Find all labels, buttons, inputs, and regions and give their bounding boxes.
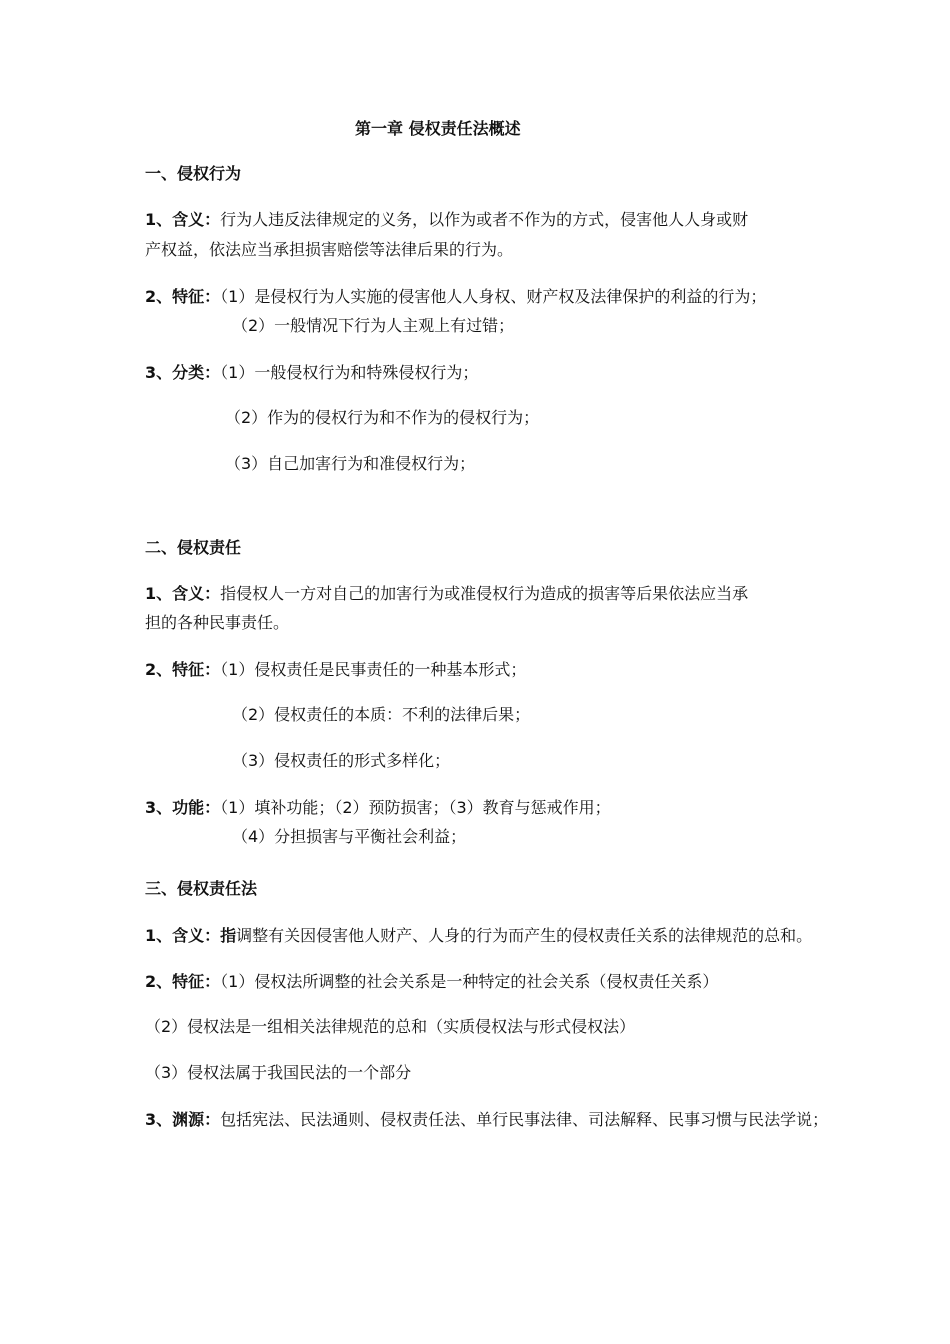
section2-meaning	[145, 583, 748, 605]
section1-class-item-1: （1）一般侵权行为和特殊侵权行为；	[220, 363, 479, 382]
section2-functions	[145, 797, 611, 819]
section3-features	[145, 971, 718, 993]
section3-sources-label: 3、渊源：	[145, 1110, 221, 1129]
section1-class-item-3: （3）自己加害行为和准侵权行为；	[225, 454, 476, 473]
section1-features-label: 2、特征：	[145, 287, 221, 306]
section1-meaning-text1: 行为人违反法律规定的义务，以作为或者不作为的方式，侵害他人人身或财	[220, 210, 749, 229]
section3-meaning-bold-lead: 指	[220, 926, 237, 945]
section1-classification-label: 3、分类：	[145, 363, 221, 382]
section1-meaning-label: 1、含义：	[145, 210, 221, 229]
section-heading-1: 一、侵权行为	[145, 164, 242, 183]
section1-classification	[145, 362, 478, 384]
section1-class-item-2: （2）作为的侵权行为和不作为的侵权行为；	[225, 408, 540, 427]
section2-feature-item-3: （3）侵权责任的形式多样化；	[232, 751, 451, 770]
section3-feature-item-1: （1）侵权法所调整的社会关系是一种特定的社会关系（侵权责任关系）	[220, 972, 719, 991]
section3-sources-text: 包括宪法、民法通则、侵权责任法、单行民事法律、司法解释、民事习惯与民法学说；	[220, 1110, 829, 1129]
section2-function-item-2: （4）分担损害与平衡社会利益；	[232, 827, 467, 846]
section2-meaning-text2: 担的各种民事责任。	[145, 613, 290, 632]
section1-feature-item-1: （1）是侵权行为人实施的侵害他人人身权、财产权及法律保护的利益的行为；	[220, 287, 767, 306]
section3-features-label: 2、特征：	[145, 972, 221, 991]
section3-feature-item-3: （3）侵权法属于我国民法的一个部分	[145, 1063, 412, 1082]
section2-functions-label: 3、功能：	[145, 798, 221, 817]
section2-features-label: 2、特征：	[145, 660, 221, 679]
section2-features	[145, 659, 526, 681]
section2-meaning-label: 1、含义：	[145, 584, 221, 603]
section1-feature-item-2: （2）一般情况下行为人主观上有过错；	[232, 316, 515, 335]
section2-feature-item-2: （2）侵权责任的本质：不利的法律后果；	[232, 705, 531, 724]
section3-meaning-text1: 调整有关因侵害他人财产、人身的行为而产生的侵权责任关系的法律规范的总和。	[236, 926, 813, 945]
section1-meaning-text2: 产权益，依法应当承担损害赔偿等法律后果的行为。	[145, 240, 514, 259]
section-heading-3: 三、侵权责任法	[145, 879, 258, 898]
section1-meaning	[145, 209, 748, 231]
section3-meaning	[145, 925, 812, 947]
page-title: 第一章 侵权责任法概述	[355, 119, 521, 138]
section2-feature-item-1: （1）侵权责任是民事责任的一种基本形式；	[220, 660, 527, 679]
section3-feature-item-2: （2）侵权法是一组相关法律规范的总和（实质侵权法与形式侵权法）	[145, 1017, 636, 1036]
section1-features	[145, 286, 766, 308]
section2-function-item-1: （1）填补功能；（2）预防损害；（3）教育与惩戒作用；	[220, 798, 611, 817]
section-heading-2: 二、侵权责任	[145, 538, 242, 557]
section3-meaning-label: 1、含义：	[145, 926, 221, 945]
section3-sources	[145, 1109, 828, 1131]
section2-meaning-text1: 指侵权人一方对自己的加害行为或准侵权行为造成的损害等后果依法应当承	[220, 584, 749, 603]
